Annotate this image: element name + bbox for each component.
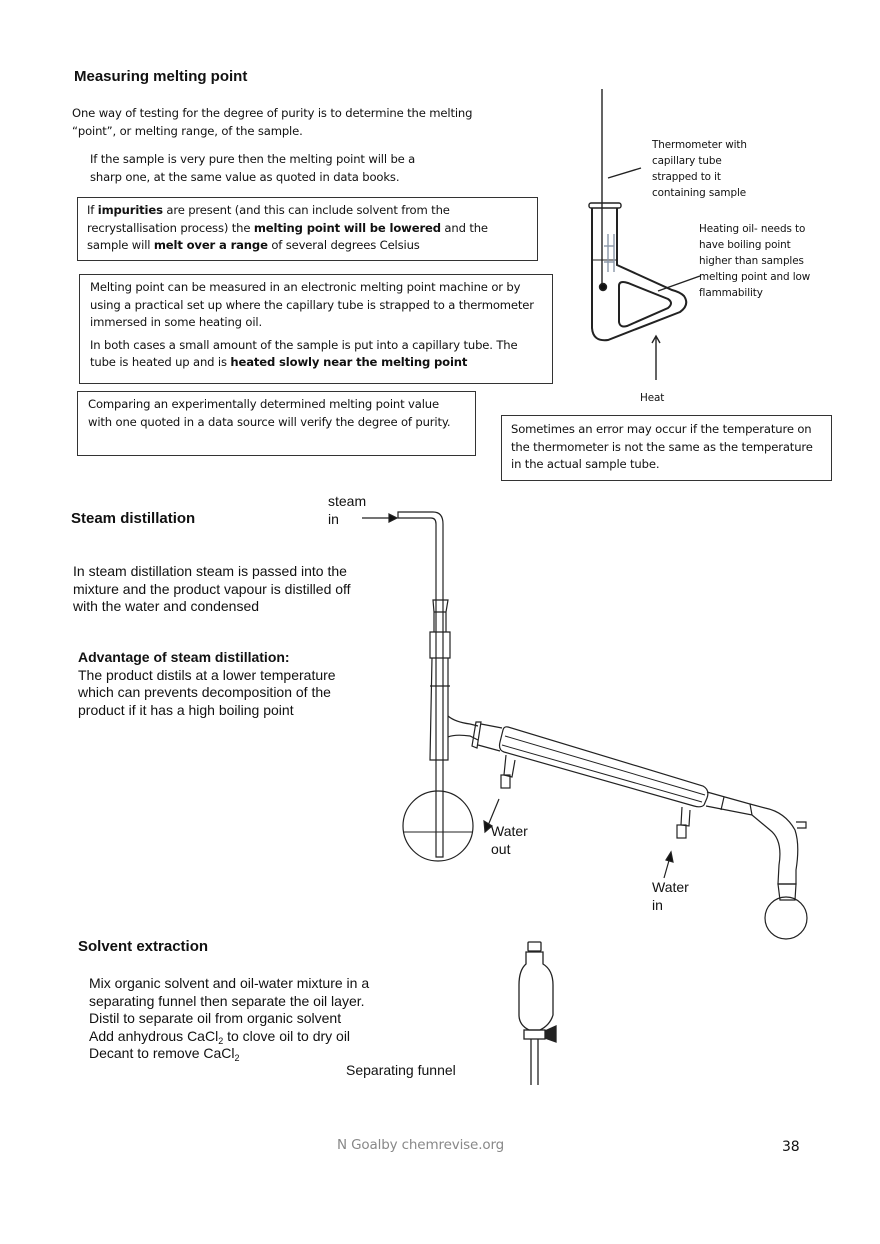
heating-oil-label: Heating oil- needs to have boiling point higher than samples melting point and low flammability bbox=[699, 223, 811, 299]
steam-distillation-apparatus bbox=[362, 512, 807, 939]
melting-title: Measuring melting point bbox=[74, 68, 248, 85]
water-in-hose-end bbox=[677, 825, 686, 838]
stopcock bbox=[524, 1030, 545, 1039]
water-out-hose-end bbox=[501, 775, 510, 788]
water-out-label: Water out bbox=[491, 823, 528, 857]
funnel-body bbox=[519, 952, 553, 1030]
water-out-nozzle bbox=[504, 755, 515, 777]
text: Add anhydrous CaCl bbox=[89, 1027, 219, 1044]
steam-title: Steam distillation bbox=[71, 510, 196, 527]
step: Distil to separate oil from organic solvent bbox=[89, 1010, 342, 1026]
steam-inlet-tube bbox=[398, 512, 443, 857]
water-in-nozzle bbox=[681, 807, 690, 826]
comparing-box bbox=[77, 391, 476, 456]
error-box bbox=[501, 415, 832, 481]
step bbox=[89, 1028, 399, 1046]
adapter-side-outlet bbox=[796, 822, 806, 828]
thermometer-pointer bbox=[608, 168, 641, 178]
page-number: 38 bbox=[782, 1139, 800, 1155]
round-bottom-flask bbox=[403, 791, 473, 861]
heat-label: Heat bbox=[640, 392, 665, 404]
solvent-title: Solvent extraction bbox=[78, 938, 209, 955]
water-in-arrow-head bbox=[666, 852, 673, 862]
bold-text: melt over a range bbox=[153, 238, 268, 252]
step: Mix organic solvent and oil-water mixture in a separating funnel then separate the oil layer. bbox=[89, 975, 370, 1009]
advantage-title: Advantage of steam distillation: bbox=[78, 649, 290, 665]
receiver-flask bbox=[765, 897, 807, 939]
separating-funnel bbox=[519, 942, 556, 1085]
error-text: Sometimes an error may occur if the temperature on the thermometer is not the same as the temperature in the actual sample tube. bbox=[511, 422, 813, 471]
text: of several degrees Celsius bbox=[267, 238, 420, 252]
condenser-inlet bbox=[478, 724, 502, 751]
text: are present (and this can include solvent from the recrystallisation process) the bbox=[87, 203, 450, 235]
step bbox=[89, 1045, 399, 1063]
impurities-box bbox=[77, 197, 538, 261]
bold-text: heated slowly near the melting point bbox=[230, 355, 468, 369]
stopcock-tap bbox=[545, 1026, 556, 1042]
text: to clove oil to dry oil bbox=[223, 1027, 351, 1044]
funnel-stopper bbox=[528, 942, 541, 951]
thermometer-bulb bbox=[600, 284, 607, 291]
advantage-text: The product distils at a lower temperature which can prevents decomposition of the product if it has a high boiling point bbox=[78, 666, 336, 718]
methods-text: Melting point can be measured in an electronic melting point machine or by using a practical set up where the capillary tube is strapped to a thermometer immersed in some heating oil. bbox=[90, 280, 534, 329]
footer-credit: N Goalby chemrevise.org bbox=[337, 1137, 505, 1153]
subscript: 2 bbox=[218, 1035, 224, 1046]
still-head bbox=[430, 600, 450, 760]
water-in-label: Water in bbox=[652, 879, 689, 913]
comparing-text: Comparing an experimentally determined melting point value with one quoted in a data source will verify the degree of purity. bbox=[88, 397, 451, 429]
receiver-adapter bbox=[706, 792, 798, 884]
steam-in-arrow-head bbox=[389, 514, 397, 522]
solvent-steps bbox=[89, 975, 399, 1063]
capillary-tube bbox=[604, 234, 614, 272]
separating-funnel-label: Separating funnel bbox=[346, 1062, 456, 1078]
subscript: 2 bbox=[234, 1053, 240, 1063]
text: Decant to remove CaCl bbox=[89, 1045, 235, 1061]
methods-box bbox=[79, 274, 553, 384]
tube-rim bbox=[589, 203, 621, 208]
bold-text: melting point will be lowered bbox=[253, 220, 441, 235]
text: In both cases a small amount of the sample is put into a capillary tube. The tube is heated up and is bbox=[90, 337, 518, 369]
funnel-stem bbox=[531, 1039, 538, 1085]
melting-intro: One way of testing for the degree of purity is to determine the melting “point”, or melting range, of the sample. bbox=[72, 106, 473, 138]
text: and the sample will bbox=[87, 220, 488, 252]
thermometer-label: Thermometer with capillary tube strapped to it containing sample bbox=[652, 139, 747, 199]
melting-point-apparatus bbox=[589, 89, 700, 380]
condenser-inner-tube bbox=[502, 736, 705, 802]
melting-pure: If the sample is very pure then the melting point will be a sharp one, at the same value as quoted in data books. bbox=[90, 152, 416, 184]
text: If bbox=[87, 203, 98, 217]
steam-in-label: steam in bbox=[328, 493, 367, 527]
steam-intro: In steam distillation steam is passed into the mixture and the product vapour is distilled off with the water and condensed bbox=[73, 563, 351, 614]
oil-pointer bbox=[658, 276, 700, 291]
bold-text: impurities bbox=[97, 203, 163, 217]
methods-text-2 bbox=[90, 337, 542, 372]
